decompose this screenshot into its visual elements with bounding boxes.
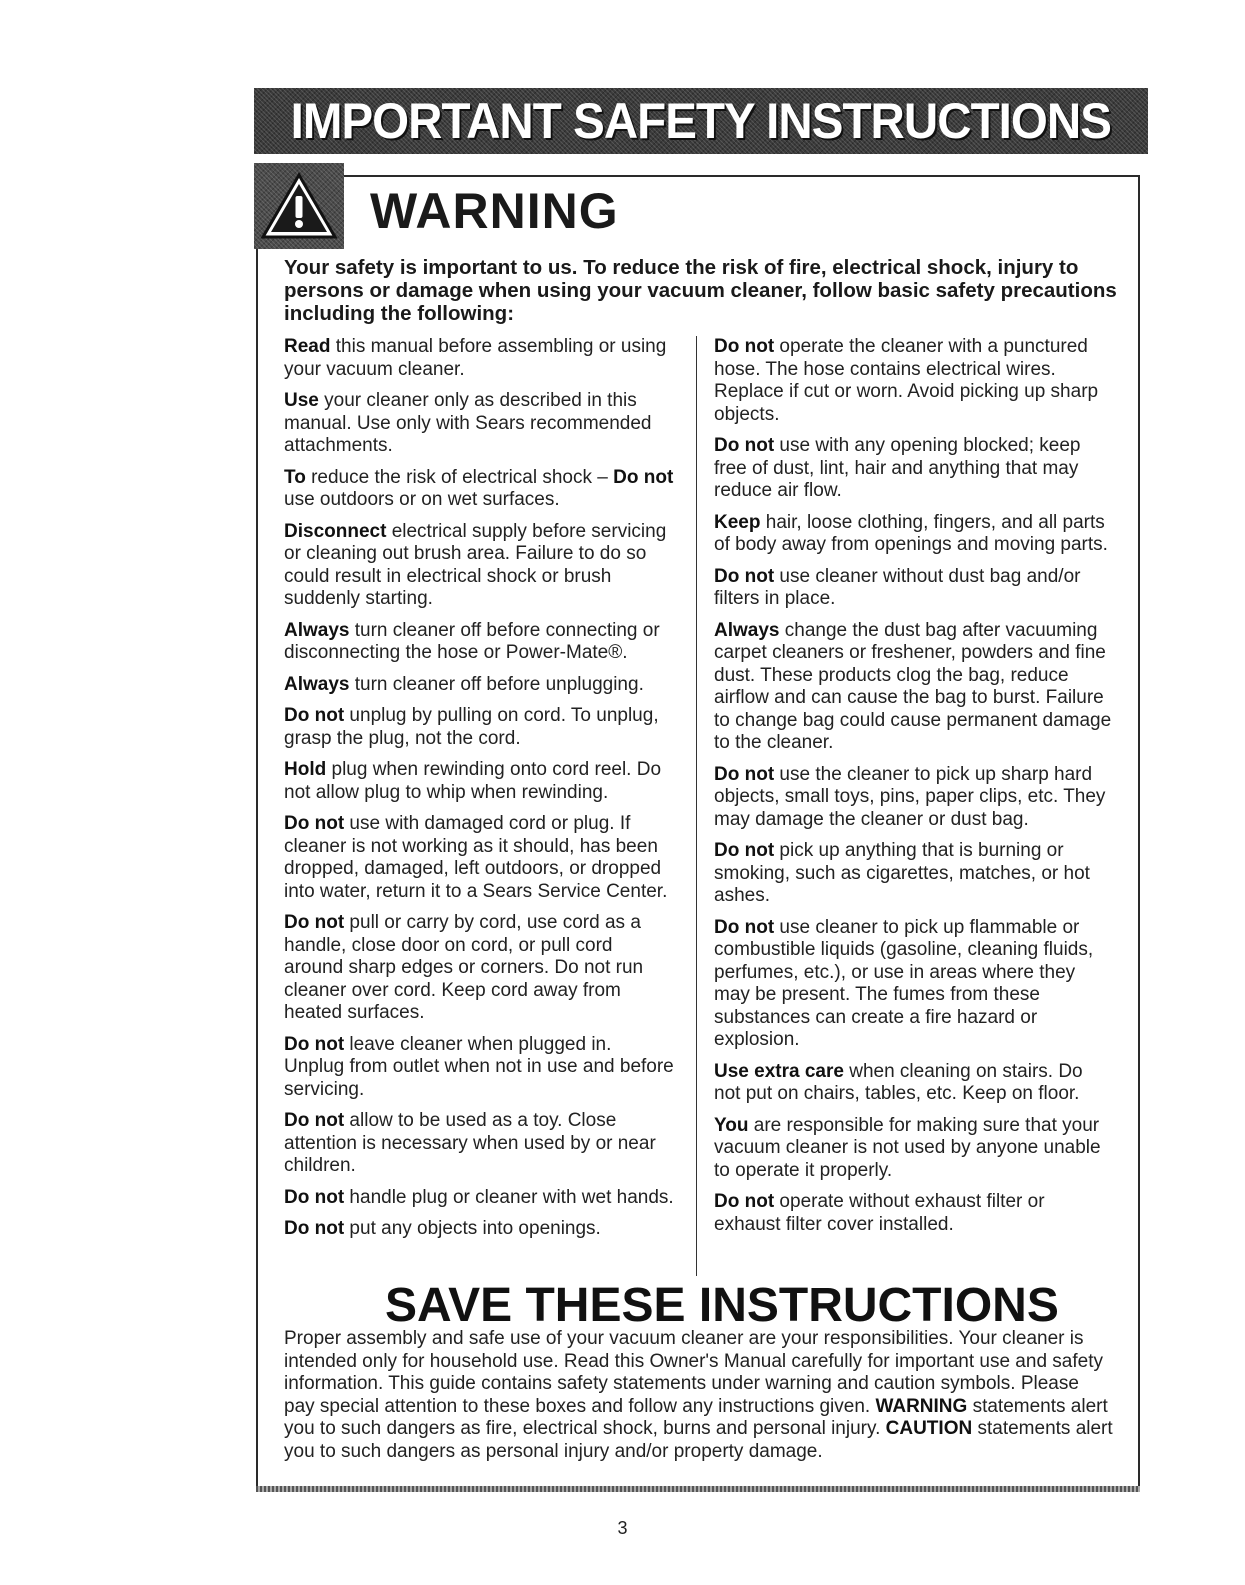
safety-instruction	[714, 620, 1112, 755]
instruction-lead: Do not	[284, 1033, 345, 1055]
instruction-lead: Do not	[714, 336, 775, 357]
instruction-text: handle plug or cleaner with wet hands.	[344, 1186, 674, 1208]
safety-instruction	[714, 840, 1112, 908]
instruction-text: use with any opening blocked; keep free of dust, lint, hair and anything that may reduce air flow.	[714, 435, 1081, 501]
banner-title: IMPORTANT SAFETY INSTRUCTIONS	[290, 93, 1112, 149]
instruction-text: use the cleaner to pick up sharp hard objects, small toys, pins, paper clips, etc. They may damage the cleaner or dust bag.	[714, 763, 1106, 830]
save-instructions-title: SAVE THESE INSTRUCTIONS	[385, 1279, 1059, 1332]
left-column	[284, 336, 676, 1250]
safety-instruction	[714, 512, 1112, 557]
instruction-lead: Do not	[284, 1186, 345, 1208]
instruction-text: pick up anything that is burning or smoking, such as cigarettes, matches, or hot ashes.	[714, 840, 1090, 906]
instruction-text: leave cleaner when plugged in. Unplug from outlet when not in use and before servicing.	[284, 1033, 674, 1100]
instruction-lead: Use	[284, 390, 319, 411]
instruction-text: operate without exhaust filter or exhaust filter cover installed.	[714, 1191, 1045, 1235]
warning-icon-block	[254, 163, 344, 249]
instruction-lead: Always	[284, 673, 350, 695]
instruction-lead: Do not	[284, 1218, 345, 1239]
closing-paragraph	[284, 1328, 1114, 1463]
instruction-lead: Do not	[714, 435, 775, 456]
instruction-lead: Do not	[714, 565, 775, 587]
safety-instruction	[284, 336, 676, 381]
instruction-lead: Do not	[284, 813, 345, 834]
instruction-text: plug when rewinding onto cord reel. Do not allow plug to whip when rewinding.	[284, 759, 662, 803]
caution-keyword: CAUTION	[885, 1418, 973, 1439]
instruction-lead: To	[284, 466, 306, 488]
column-divider	[696, 336, 697, 1276]
instruction-text: hair, loose clothing, fingers, and all parts of body away from openings and moving parts.	[714, 511, 1108, 555]
instruction-lead: Hold	[284, 759, 327, 780]
instruction-lead: Do not	[714, 916, 775, 938]
page-number: 3	[617, 1518, 628, 1538]
safety-instruction	[284, 620, 676, 665]
instruction-text: when cleaning on stairs. Do not put on chairs, tables, etc. Keep on floor.	[714, 1060, 1083, 1104]
warning-keyword: WARNING	[875, 1395, 968, 1417]
safety-instruction	[284, 674, 676, 697]
safety-instruction	[714, 917, 1112, 1052]
safety-instruction	[284, 1110, 676, 1178]
safety-instruction	[714, 435, 1112, 503]
instruction-lead: Do not	[714, 840, 775, 861]
safety-instruction	[284, 759, 676, 804]
instruction-lead: Read	[284, 336, 331, 357]
instruction-lead: Use extra care	[714, 1060, 844, 1082]
instruction-lead: Do not	[284, 1110, 345, 1131]
instruction-text: use cleaner without dust bag and/or filters in place.	[714, 565, 1081, 609]
safety-instruction	[714, 1115, 1112, 1183]
safety-instruction	[714, 764, 1112, 832]
safety-banner	[254, 88, 1148, 154]
instruction-text: put any objects into openings.	[344, 1218, 601, 1239]
instruction-lead: Disconnect	[284, 520, 387, 542]
instruction-text: use cleaner to pick up flammable or combustible liquids (gasoline, cleaning fluids, perfumes, etc.), or use in areas where they may be present. The fumes from these substances can create a fire hazard or explosion.	[714, 916, 1094, 1050]
safety-instruction	[714, 336, 1112, 426]
safety-instruction	[284, 1218, 676, 1241]
safety-instruction	[284, 390, 676, 458]
right-column	[714, 336, 1112, 1245]
safety-instruction	[284, 912, 676, 1025]
closing-text-2: statements alert you to such dangers as fire, electrical shock, burns and personal injury.	[284, 1395, 1108, 1439]
instruction-lead: Always	[714, 619, 780, 641]
instruction-text: operate the cleaner with a punctured hose. The hose contains electrical wires. Replace if cut or worn. Avoid picking up sharp objects.	[714, 336, 1099, 425]
warning-title: WARNING	[370, 183, 619, 239]
instruction-text: allow to be used as a toy. Close attention is necessary when used by or near children.	[284, 1110, 656, 1176]
safety-instruction	[284, 521, 676, 611]
safety-instruction	[284, 1187, 676, 1210]
bottom-rule	[256, 1486, 1140, 1492]
instruction-text: turn cleaner off before unplugging.	[349, 673, 644, 695]
instruction-lead: Do not	[284, 912, 345, 933]
closing-text-3: statements alert you to such dangers as personal injury and/or property damage.	[284, 1418, 1113, 1462]
instruction-lead: Do not	[714, 1191, 775, 1212]
instruction-text: use outdoors or on wet surfaces.	[284, 489, 560, 510]
instruction-text: your cleaner only as described in this manual. Use only with Sears recommended attachments.	[284, 390, 652, 456]
instruction-text: change the dust bag after vacuuming carpet cleaners or freshener, powders and fine dust. These products clog the bag, reduce airflow and can cause the bag to burst. Failure to change bag could cause permanent damage to the cleaner.	[714, 619, 1112, 753]
safety-instruction	[284, 1034, 676, 1102]
warning-triangle-icon	[260, 171, 338, 241]
instruction-lead: Do not	[714, 763, 775, 785]
safety-instruction	[284, 813, 676, 903]
instruction-lead: Always	[284, 619, 350, 641]
instruction-text: pull or carry by cord, use cord as a handle, close door on cord, or pull cord around sharp edges or corners. Do not run cleaner over cord. Keep cord away from heated surfaces.	[284, 912, 644, 1023]
closing-text-1: Proper assembly and safe use of your vacuum cleaner are your responsibilities. Your cleaner is intended only for household use. Read this Owner's Manual carefully for important use and safety information. This guide contains safety statements under warning and caution symbols. Please pay special attention to these boxes and follow any instructions given.	[284, 1328, 1103, 1417]
instruction-text: unplug by pulling on cord. To unplug, grasp the plug, not the cord.	[284, 705, 659, 749]
instruction-lead: Keep	[714, 511, 761, 533]
instruction-lead: Do not	[613, 466, 674, 488]
instruction-text: electrical supply before servicing or cleaning out brush area. Failure to do so could result in electrical shock or brush suddenly starting.	[284, 520, 667, 609]
instruction-text: are responsible for making sure that your vacuum cleaner is not used by anyone unable to operate it properly.	[714, 1114, 1101, 1181]
instruction-text: this manual before assembling or using your vacuum cleaner.	[284, 336, 667, 380]
instruction-text: turn cleaner off before connecting or disconnecting the hose or Power-Mate®.	[284, 619, 660, 663]
safety-instruction	[284, 705, 676, 750]
safety-instruction	[284, 467, 676, 512]
instruction-text: use with damaged cord or plug. If cleaner is not working as it should, has been dropped, damaged, left outdoors, or dropped into water, return it to a Sears Service Center.	[284, 813, 668, 902]
safety-instruction	[714, 566, 1112, 611]
warning-intro: Your safety is important to us. To reduce the risk of fire, electrical shock, injury to persons or damage when using your vacuum cleaner, follow basic safety precautions including the following:	[284, 256, 1117, 325]
safety-instruction	[714, 1191, 1112, 1236]
instruction-lead: You	[714, 1114, 749, 1136]
safety-instruction	[714, 1061, 1112, 1106]
instruction-lead: Do not	[284, 705, 345, 726]
instruction-text: reduce the risk of electrical shock –	[305, 466, 614, 488]
